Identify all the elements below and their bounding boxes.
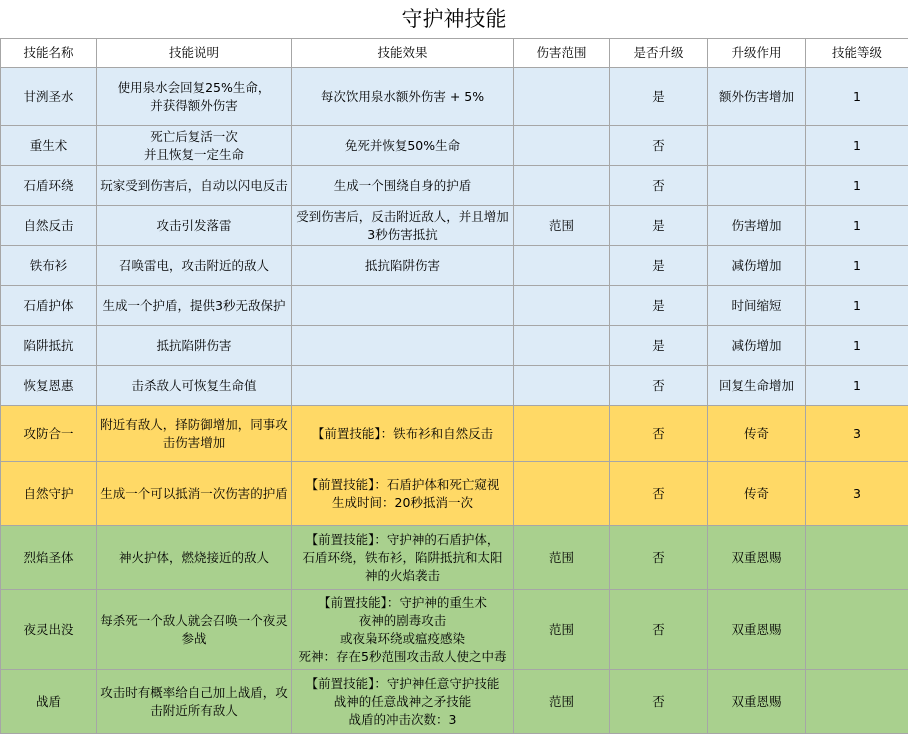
cell-effect-line: 受到伤害后，反击附近敌人，并且增加3秒伤害抵抗	[295, 208, 510, 244]
cell-range[interactable]	[514, 366, 610, 406]
cell-effect[interactable]	[292, 246, 514, 286]
cell-effect[interactable]	[292, 166, 514, 206]
table-row	[1, 670, 908, 734]
cell-upgradable[interactable]: 否	[610, 126, 708, 166]
cell-description-line: 生成一个护盾，提供3秒无敌保护	[100, 297, 288, 315]
cell-skill-name[interactable]: 陷阱抵抗	[1, 326, 97, 366]
cell-effect-line: 夜神的剧毒攻击	[295, 612, 510, 630]
cell-description[interactable]	[97, 126, 292, 166]
cell-effect-line: 战盾的冲击次数：3	[295, 711, 510, 729]
cell-effect[interactable]	[292, 68, 514, 126]
cell-effect[interactable]	[292, 406, 514, 462]
cell-skill-name[interactable]: 石盾护体	[1, 286, 97, 326]
cell-effect[interactable]	[292, 126, 514, 166]
cell-effect[interactable]	[292, 206, 514, 246]
cell-effect[interactable]	[292, 462, 514, 526]
cell-effect-line: 或夜枭环绕或瘟疫感染	[295, 630, 510, 648]
cell-description-line: 抵抗陷阱伤害	[100, 337, 288, 355]
cell-range[interactable]	[514, 166, 610, 206]
cell-effect-line: 每次饮用泉水额外伤害 + 5%	[295, 88, 510, 106]
col-header-name[interactable]: 技能名称	[1, 39, 97, 68]
cell-skill-name[interactable]: 自然反击	[1, 206, 97, 246]
cell-description[interactable]	[97, 526, 292, 590]
cell-description-line: 攻击引发落雷	[100, 217, 288, 235]
cell-upgrade-effect[interactable]: 减伤增加	[708, 246, 806, 286]
cell-description[interactable]	[97, 406, 292, 462]
sheet-title: 守护神技能	[0, 0, 908, 38]
cell-level[interactable]: 1	[806, 286, 908, 326]
table-row	[1, 326, 908, 366]
cell-level[interactable]: 1	[806, 68, 908, 126]
cell-description-line: 使用泉水会回复25%生命，	[100, 79, 288, 97]
cell-upgradable[interactable]: 是	[610, 326, 708, 366]
cell-level[interactable]: 1	[806, 206, 908, 246]
cell-effect-line: 【前置技能】：石盾护体和死亡窥视	[295, 476, 510, 494]
cell-effect-line: 【前置技能】：铁布衫和自然反击	[295, 425, 510, 443]
cell-description-line: 附近有敌人，择防御增加，同事攻击伤害增加	[100, 416, 288, 452]
cell-range[interactable]	[514, 406, 610, 462]
cell-upgrade-effect[interactable]: 减伤增加	[708, 326, 806, 366]
table-row	[1, 462, 908, 526]
cell-description[interactable]	[97, 326, 292, 366]
cell-range[interactable]: 范围	[514, 590, 610, 670]
col-header-level[interactable]: 技能等级	[806, 39, 908, 68]
cell-description[interactable]	[97, 366, 292, 406]
cell-skill-name[interactable]: 重生术	[1, 126, 97, 166]
cell-range[interactable]	[514, 246, 610, 286]
cell-upgradable[interactable]: 否	[610, 526, 708, 590]
cell-effect[interactable]	[292, 366, 514, 406]
cell-description-line: 死亡后复活一次	[100, 128, 288, 146]
cell-range[interactable]	[514, 68, 610, 126]
table-row	[1, 68, 908, 126]
cell-level[interactable]: 1	[806, 246, 908, 286]
cell-upgradable[interactable]: 是	[610, 206, 708, 246]
cell-upgrade-effect[interactable]: 回复生命增加	[708, 366, 806, 406]
cell-upgradable[interactable]: 否	[610, 366, 708, 406]
cell-skill-name[interactable]: 甘洌圣水	[1, 68, 97, 126]
cell-description[interactable]	[97, 246, 292, 286]
cell-skill-name[interactable]: 自然守护	[1, 462, 97, 526]
table-row	[1, 126, 908, 166]
cell-level[interactable]: 1	[806, 166, 908, 206]
table-row	[1, 406, 908, 462]
cell-skill-name[interactable]: 铁布衫	[1, 246, 97, 286]
col-header-description[interactable]: 技能说明	[97, 39, 292, 68]
cell-description[interactable]	[97, 166, 292, 206]
cell-description[interactable]	[97, 206, 292, 246]
cell-upgrade-effect[interactable]	[708, 166, 806, 206]
cell-effect-line: 免死并恢复50%生命	[295, 137, 510, 155]
table-row	[1, 286, 908, 326]
cell-level[interactable]	[806, 670, 908, 734]
cell-effect[interactable]	[292, 326, 514, 366]
header-row	[1, 39, 908, 68]
cell-description[interactable]	[97, 462, 292, 526]
cell-range[interactable]	[514, 462, 610, 526]
cell-upgrade-effect[interactable]: 双重恩赐	[708, 670, 806, 734]
cell-description[interactable]	[97, 286, 292, 326]
cell-upgrade-effect[interactable]: 伤害增加	[708, 206, 806, 246]
cell-effect-line: 战神的任意战神之矛技能	[295, 693, 510, 711]
cell-effect-line: 神的火焰袭击	[295, 567, 510, 585]
cell-effect[interactable]	[292, 590, 514, 670]
col-header-effect[interactable]: 技能效果	[292, 39, 514, 68]
cell-description-line: 每杀死一个敌人就会召唤一个夜灵参战	[100, 612, 288, 648]
cell-effect-line: 生成一个围绕自身的护盾	[295, 177, 510, 195]
cell-upgradable[interactable]: 是	[610, 246, 708, 286]
cell-upgrade-effect[interactable]: 传奇	[708, 462, 806, 526]
cell-skill-name[interactable]: 石盾环绕	[1, 166, 97, 206]
col-header-range[interactable]: 伤害范围	[514, 39, 610, 68]
cell-level[interactable]: 1	[806, 126, 908, 166]
cell-level[interactable]: 3	[806, 462, 908, 526]
cell-level[interactable]: 1	[806, 326, 908, 366]
table-row	[1, 166, 908, 206]
cell-upgradable[interactable]: 否	[610, 462, 708, 526]
cell-upgrade-effect[interactable]: 双重恩赐	[708, 526, 806, 590]
cell-effect-line: 【前置技能】：守护神任意守护技能	[295, 675, 510, 693]
cell-range[interactable]	[514, 286, 610, 326]
cell-skill-name[interactable]: 攻防合一	[1, 406, 97, 462]
cell-effect[interactable]	[292, 670, 514, 734]
cell-skill-name[interactable]: 战盾	[1, 670, 97, 734]
table-row	[1, 246, 908, 286]
cell-range[interactable]: 范围	[514, 206, 610, 246]
cell-description[interactable]	[97, 68, 292, 126]
cell-range[interactable]	[514, 126, 610, 166]
cell-description[interactable]	[97, 590, 292, 670]
col-header-upgradable[interactable]: 是否升级	[610, 39, 708, 68]
cell-description-line: 召唤雷电，攻击附近的敌人	[100, 257, 288, 275]
cell-upgradable[interactable]: 是	[610, 286, 708, 326]
cell-skill-name[interactable]: 恢复恩惠	[1, 366, 97, 406]
cell-upgradable[interactable]: 否	[610, 670, 708, 734]
cell-upgradable[interactable]: 否	[610, 166, 708, 206]
cell-upgradable[interactable]: 否	[610, 590, 708, 670]
cell-effect[interactable]	[292, 526, 514, 590]
cell-description-line: 攻击时有概率给自己加上战盾，攻击附近所有敌人	[100, 684, 288, 720]
cell-effect-line: 【前置技能】：守护神的石盾护体，	[295, 531, 510, 549]
cell-description-line: 击杀敌人可恢复生命值	[100, 377, 288, 395]
cell-upgradable[interactable]: 是	[610, 68, 708, 126]
cell-effect-line: 石盾环绕，铁布衫，陷阱抵抗和太阳	[295, 549, 510, 567]
cell-effect[interactable]	[292, 286, 514, 326]
cell-description-line: 神火护体，燃烧接近的敌人	[100, 549, 288, 567]
table-row	[1, 366, 908, 406]
table-row	[1, 526, 908, 590]
col-header-upgrade-effect[interactable]: 升级作用	[708, 39, 806, 68]
table-row	[1, 206, 908, 246]
cell-upgradable[interactable]: 否	[610, 406, 708, 462]
cell-effect-line: 死神：存在5秒范围攻击敌人使之中毒	[295, 648, 510, 666]
cell-skill-name[interactable]: 烈焰圣体	[1, 526, 97, 590]
cell-description[interactable]	[97, 670, 292, 734]
cell-upgrade-effect[interactable]: 时间缩短	[708, 286, 806, 326]
table-row	[1, 590, 908, 670]
cell-description-line: 并获得额外伤害	[100, 97, 288, 115]
cell-level[interactable]	[806, 590, 908, 670]
cell-skill-name[interactable]: 夜灵出没	[1, 590, 97, 670]
cell-description-line: 生成一个可以抵消一次伤害的护盾	[100, 485, 288, 503]
cell-range[interactable]: 范围	[514, 670, 610, 734]
cell-level[interactable]: 3	[806, 406, 908, 462]
cell-range[interactable]: 范围	[514, 526, 610, 590]
skills-table	[0, 38, 908, 734]
cell-range[interactable]	[514, 326, 610, 366]
cell-effect-line: 抵抗陷阱伤害	[295, 257, 510, 275]
cell-upgrade-effect[interactable]: 额外伤害增加	[708, 68, 806, 126]
cell-upgrade-effect[interactable]: 双重恩赐	[708, 590, 806, 670]
cell-upgrade-effect[interactable]	[708, 126, 806, 166]
cell-level[interactable]	[806, 526, 908, 590]
cell-effect-line: 生成时间：20秒抵消一次	[295, 494, 510, 512]
cell-upgrade-effect[interactable]: 传奇	[708, 406, 806, 462]
cell-description-line: 玩家受到伤害后，自动以闪电反击	[100, 177, 288, 195]
cell-description-line: 并且恢复一定生命	[100, 146, 288, 164]
cell-effect-line: 【前置技能】：守护神的重生术	[295, 594, 510, 612]
cell-level[interactable]: 1	[806, 366, 908, 406]
